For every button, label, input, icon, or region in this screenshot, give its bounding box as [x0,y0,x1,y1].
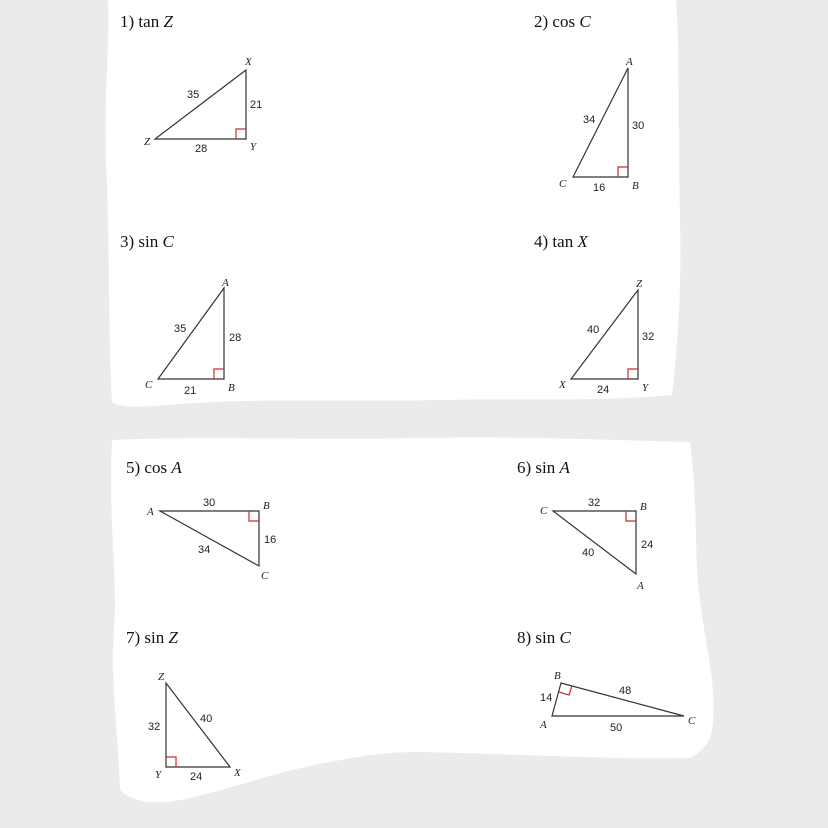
trig-function: cos [552,12,576,31]
problem-number: 8) [517,628,532,647]
vertex-label: X [234,767,241,779]
trig-function: sin [535,458,556,477]
problem-2-title [534,12,591,32]
vertex-label: C [145,379,153,391]
problem-number: 5) [126,458,141,477]
side-label: 32 [642,331,655,343]
problem-7-title [126,628,178,648]
vertex-label: B [228,382,235,394]
problem-5-title [126,458,182,478]
vertex-label: Z [144,136,151,148]
vertex-label: A [540,719,547,731]
vertex-label: X [559,379,566,391]
top-paper-piece [106,0,681,407]
bottom-paper-piece [111,437,714,802]
vertex-label: Y [250,141,257,153]
side-label: 40 [200,713,213,725]
angle-variable: Z [168,628,178,647]
problem-number: 6) [517,458,532,477]
vertex-label: Y [155,769,162,781]
side-label: 34 [583,114,596,126]
angle-variable: C [579,12,591,31]
problem-6-title [517,458,570,478]
side-label: 30 [203,497,216,509]
vertex-label: A [626,56,633,68]
problem-number: 4) [534,232,549,251]
side-label: 24 [597,384,610,396]
vertex-label: B [632,180,639,192]
side-label: 32 [588,497,601,509]
trig-function: sin [144,628,165,647]
side-label: 21 [250,99,263,111]
vertex-label: B [554,670,561,682]
vertex-label: A [637,580,644,592]
vertex-label: C [261,570,269,582]
vertex-label: C [559,178,567,190]
side-label: 40 [587,324,600,336]
side-label: 21 [184,385,197,397]
trig-function: sin [138,232,159,251]
angle-variable: A [171,458,182,477]
trig-function: sin [535,628,556,647]
side-label: 24 [190,771,203,783]
side-label: 28 [229,332,242,344]
side-label: 50 [610,722,623,734]
vertex-label: B [263,500,270,512]
side-label: 24 [641,539,654,551]
problem-number: 7) [126,628,141,647]
side-label: 30 [632,120,645,132]
vertex-label: X [245,56,252,68]
trig-function: cos [144,458,168,477]
vertex-label: B [640,501,647,513]
angle-variable: C [162,232,174,251]
vertex-label: A [147,506,154,518]
vertex-label: Z [158,671,165,683]
side-label: 35 [187,89,200,101]
problem-4-title [534,232,588,252]
side-label: 14 [540,692,553,704]
problem-number: 1) [120,12,135,31]
side-label: 16 [593,182,606,194]
side-label: 35 [174,323,187,335]
vertex-label: A [222,277,229,289]
vertex-label: Y [642,382,649,394]
side-label: 40 [582,547,595,559]
angle-variable: C [559,628,571,647]
side-label: 34 [198,544,211,556]
vertex-label: Z [636,278,643,290]
vertex-label: C [540,505,548,517]
problem-number: 2) [534,12,549,31]
problem-number: 3) [120,232,135,251]
side-label: 32 [148,721,161,733]
angle-variable: X [577,232,588,251]
angle-variable: A [559,458,570,477]
problem-8-title [517,628,571,648]
side-label: 28 [195,143,208,155]
side-label: 48 [619,685,632,697]
side-label: 16 [264,534,277,546]
problem-3-title [120,232,174,252]
problem-1-title [120,12,173,32]
vertex-label: C [688,715,696,727]
trig-function: tan [138,12,160,31]
trig-function: tan [552,232,574,251]
angle-variable: Z [163,12,173,31]
